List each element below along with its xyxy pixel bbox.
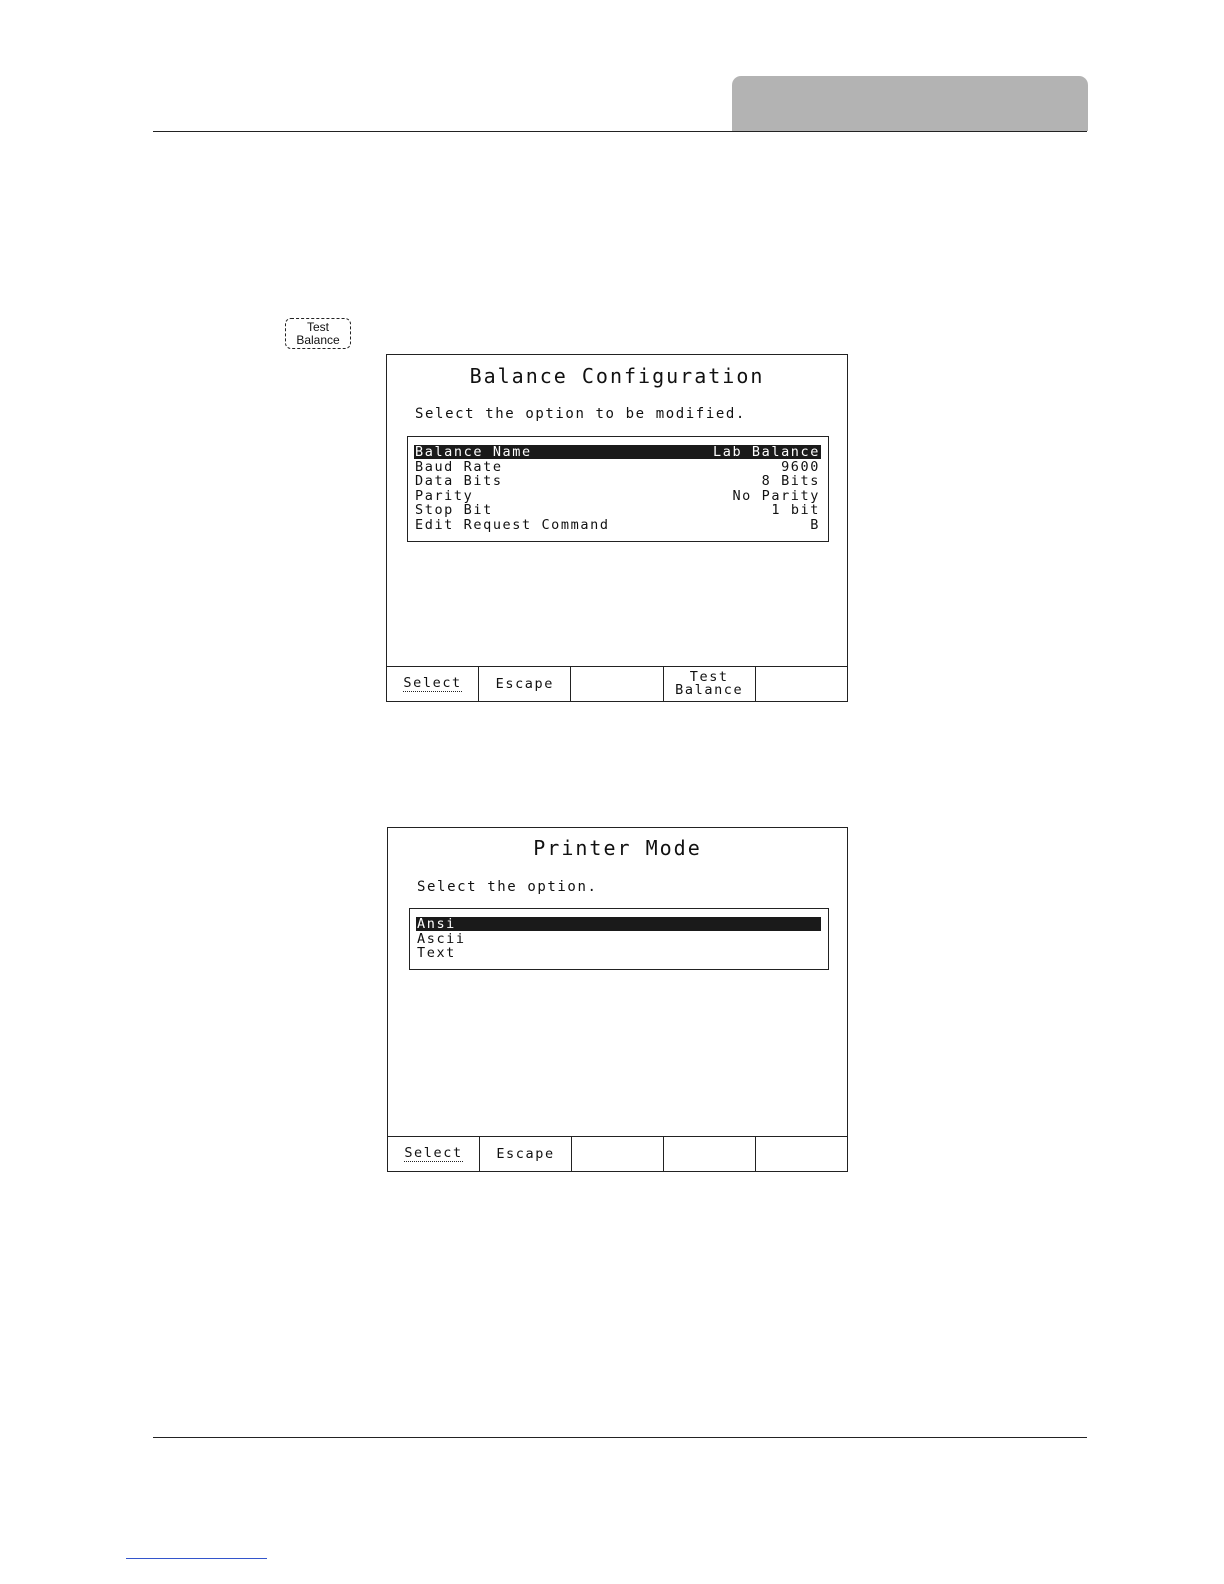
printer-mode-screen (387, 827, 848, 1172)
escape-softkey-label: Escape (495, 675, 554, 692)
option-list (409, 908, 829, 970)
footer-link-underline (126, 1558, 267, 1559)
option-value: 9600 (781, 458, 820, 475)
list-item[interactable] (416, 917, 821, 931)
softkey-bar (388, 1136, 847, 1171)
list-item[interactable] (414, 474, 821, 488)
option-name: Ansi (417, 916, 456, 932)
option-name: Ascii (417, 930, 466, 947)
option-value: 1 bit (771, 502, 820, 518)
escape-softkey-label: Escape (496, 1145, 555, 1162)
list-item[interactable] (416, 932, 821, 946)
option-name: Baud Rate (415, 458, 503, 475)
test-balance-key-line1: Test (306, 320, 329, 334)
list-item[interactable] (414, 518, 821, 532)
option-name: Parity (415, 487, 474, 504)
option-value: Lab Balance (712, 444, 820, 460)
option-name: Stop Bit (415, 502, 493, 518)
option-value: 8 Bits (761, 473, 820, 489)
blank-softkey-4[interactable] (664, 1137, 756, 1171)
select-softkey[interactable] (388, 1137, 480, 1171)
option-name: Edit Request Command (415, 516, 610, 533)
footer-rule (153, 1437, 1087, 1438)
option-value: No Parity (732, 487, 820, 504)
escape-softkey[interactable] (479, 667, 571, 701)
list-item[interactable] (414, 489, 821, 503)
option-name: Balance Name (415, 444, 532, 460)
select-softkey-label: Select (404, 1144, 463, 1161)
balance-configuration-screen (386, 354, 848, 702)
header-rule (153, 131, 1087, 132)
test-balance-key[interactable] (285, 318, 351, 349)
screen-title: Balance Configuration (469, 364, 765, 388)
blank-softkey-5[interactable] (756, 1137, 847, 1171)
option-name: Data Bits (415, 473, 503, 489)
escape-softkey[interactable] (480, 1137, 572, 1171)
blank-softkey-3[interactable] (571, 667, 663, 701)
test-balance-softkey[interactable] (664, 667, 756, 701)
softkey-bar (387, 666, 847, 701)
option-name: Text (417, 945, 456, 961)
section-header-tab (732, 76, 1088, 131)
select-softkey[interactable] (387, 667, 479, 701)
list-item[interactable] (414, 445, 821, 459)
test-balance-key-line2: Balance (296, 333, 340, 347)
list-item[interactable] (414, 460, 821, 474)
list-item[interactable] (416, 946, 821, 960)
screen-title: Printer Mode (533, 836, 702, 860)
select-softkey-label: Select (403, 674, 462, 691)
test-balance-softkey-label: Test Balance (675, 669, 744, 698)
screen-prompt: Select the option to be modified. (415, 406, 746, 422)
screen-prompt: Select the option. (417, 879, 598, 895)
blank-softkey-5[interactable] (756, 667, 847, 701)
option-list (407, 436, 829, 542)
blank-softkey-3[interactable] (572, 1137, 664, 1171)
option-value: B (810, 516, 820, 533)
list-item[interactable] (414, 503, 821, 517)
